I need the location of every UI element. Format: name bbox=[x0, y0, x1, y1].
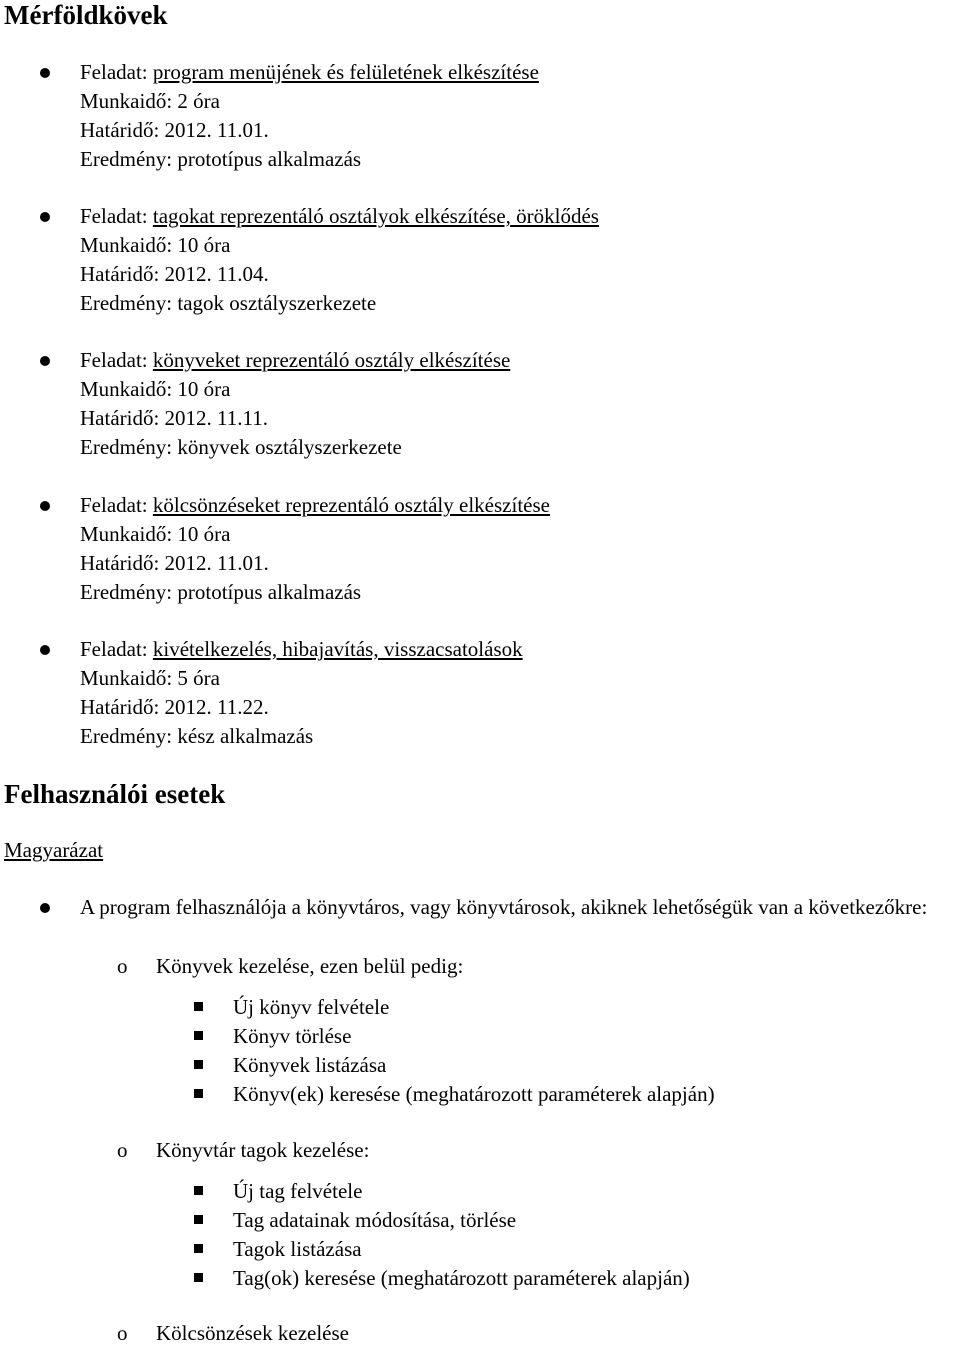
bullet-icon bbox=[40, 645, 50, 655]
deadline-line: Határidő: 2012. 11.22. bbox=[80, 695, 269, 719]
group-label-loans: Kölcsönzések kezelése bbox=[156, 1321, 349, 1345]
milestone-item bbox=[80, 58, 950, 174]
result-line: Eredmény: könyvek osztályszerkezete bbox=[80, 435, 402, 459]
task-name: kivételkezelés, hibajavítás, visszacsatolások bbox=[152, 637, 523, 661]
task-name: könyveket reprezentáló osztály elkészítése bbox=[152, 348, 511, 372]
circle-bullet-icon: o bbox=[117, 1321, 128, 1345]
square-bullet-icon bbox=[194, 1060, 203, 1069]
list-item: Tag adatainak módosítása, törlése bbox=[233, 1208, 517, 1232]
worktime-line: Munkaidő: 2 óra bbox=[80, 89, 220, 113]
list-item: Új tag felvétele bbox=[233, 1179, 363, 1203]
bullet-icon bbox=[40, 212, 50, 222]
square-bullet-icon bbox=[194, 1273, 203, 1282]
bullet-icon bbox=[40, 501, 50, 511]
group-label-members: Könyvtár tagok kezelése: bbox=[156, 1138, 370, 1162]
square-bullet-icon bbox=[194, 1244, 203, 1253]
bullet-icon bbox=[40, 356, 50, 366]
worktime-line: Munkaidő: 10 óra bbox=[80, 522, 231, 546]
explanation-subheading: Magyarázat bbox=[4, 838, 104, 862]
milestone-item bbox=[80, 202, 950, 318]
square-bullet-icon bbox=[194, 1186, 203, 1195]
list-item: Új könyv felvétele bbox=[233, 995, 390, 1019]
square-bullet-icon bbox=[194, 1002, 203, 1011]
result-line: Eredmény: tagok osztályszerkezete bbox=[80, 291, 377, 315]
task-name: program menüjének és felületének elkészítése bbox=[152, 60, 539, 84]
group-label-books: Könyvek kezelése, ezen belül pedig: bbox=[156, 954, 464, 978]
milestone-item bbox=[80, 346, 950, 462]
worktime-line: Munkaidő: 10 óra bbox=[80, 377, 231, 401]
circle-bullet-icon: o bbox=[117, 954, 128, 978]
result-line: Eredmény: kész alkalmazás bbox=[80, 724, 314, 748]
deadline-line: Határidő: 2012. 11.04. bbox=[80, 262, 269, 286]
list-item: Könyv(ek) keresése (meghatározott paraméterek alapján) bbox=[233, 1082, 715, 1106]
intro-paragraph: A program felhasználója a könyvtáros, vagy könyvtárosok, akiknek lehetőségük van a következőkre: bbox=[80, 895, 928, 919]
task-name: kölcsönzéseket reprezentáló osztály elkészítése bbox=[152, 493, 550, 517]
bullet-icon bbox=[40, 903, 50, 913]
list-item: Könyv törlése bbox=[233, 1024, 352, 1048]
milestone-item bbox=[80, 491, 950, 607]
list-item: Tag(ok) keresése (meghatározott paraméterek alapján) bbox=[233, 1266, 690, 1290]
task-line: Feladat: kölcsönzéseket reprezentáló osztály elkészítése bbox=[80, 493, 550, 517]
list-item: Könyvek listázása bbox=[233, 1053, 387, 1077]
task-line: Feladat: tagokat reprezentáló osztályok elkészítése, öröklődés bbox=[80, 204, 599, 228]
worktime-line: Munkaidő: 10 óra bbox=[80, 233, 231, 257]
task-line: Feladat: program menüjének és felületének elkészítése bbox=[80, 60, 539, 84]
bullet-icon bbox=[40, 68, 50, 78]
square-bullet-icon bbox=[194, 1215, 203, 1224]
list-item: Tagok listázása bbox=[233, 1237, 362, 1261]
task-line: Feladat: kivételkezelés, hibajavítás, visszacsatolások bbox=[80, 637, 523, 661]
deadline-line: Határidő: 2012. 11.01. bbox=[80, 118, 269, 142]
task-name: tagokat reprezentáló osztályok elkészítése, öröklődés bbox=[152, 204, 599, 228]
milestone-item bbox=[80, 635, 950, 751]
worktime-line: Munkaidő: 5 óra bbox=[80, 666, 220, 690]
result-line: Eredmény: prototípus alkalmazás bbox=[80, 147, 362, 171]
square-bullet-icon bbox=[194, 1089, 203, 1098]
square-bullet-icon bbox=[194, 1031, 203, 1040]
deadline-line: Határidő: 2012. 11.01. bbox=[80, 551, 269, 575]
result-line: Eredmény: prototípus alkalmazás bbox=[80, 580, 362, 604]
milestones-heading: Mérföldkövek bbox=[4, 0, 168, 30]
circle-bullet-icon: o bbox=[117, 1138, 128, 1162]
deadline-line: Határidő: 2012. 11.11. bbox=[80, 406, 268, 430]
use-cases-heading: Felhasználói esetek bbox=[4, 779, 226, 809]
task-line: Feladat: könyveket reprezentáló osztály elkészítése bbox=[80, 348, 511, 372]
